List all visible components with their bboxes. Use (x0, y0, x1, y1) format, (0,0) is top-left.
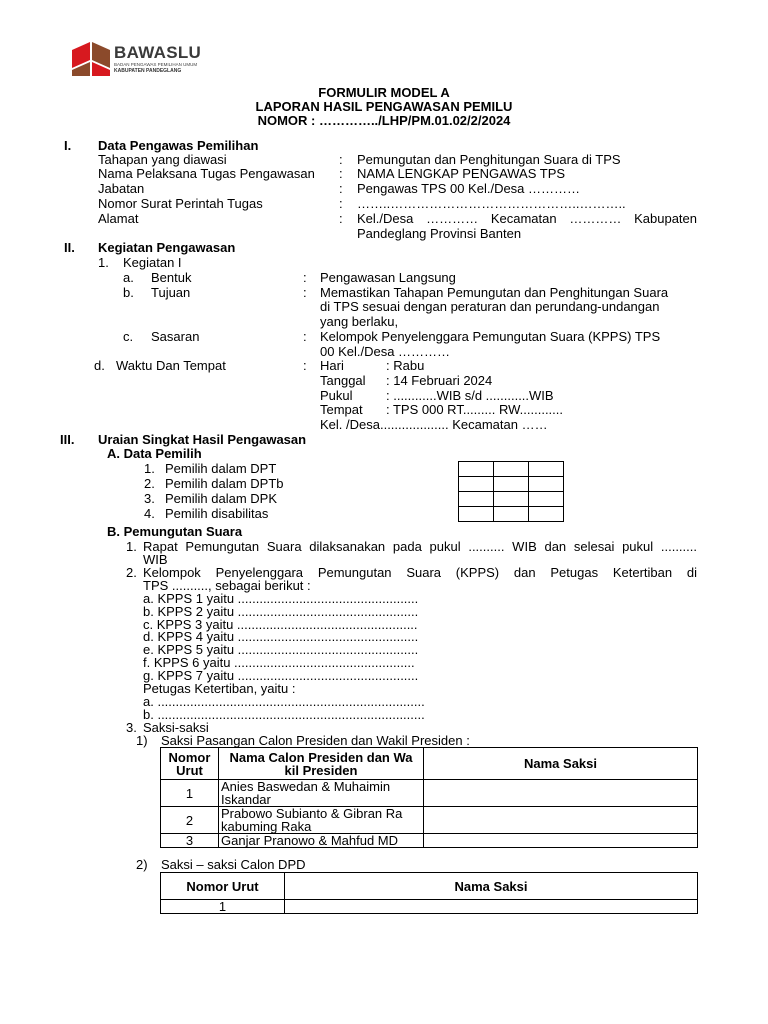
list-number: 1. (144, 461, 155, 476)
pukul-key: Pukul (320, 388, 353, 403)
grid-cell[interactable] (494, 507, 529, 522)
list-number: 2. (126, 565, 137, 580)
section-3-title: Uraian Singkat Hasil Pengawasan (98, 432, 307, 447)
field-label-nama: Nama Pelaksana Tugas Pengawasan (98, 166, 315, 181)
candidate-cell (219, 807, 424, 834)
data-pemilih-grid (458, 461, 564, 522)
pemungutan-suara-title: B. Pemungutan Suara (107, 524, 243, 539)
report-title: LAPORAN HASIL PENGAWASAN PEMILU (255, 99, 513, 114)
form-title: FORMULIR MODEL A (318, 85, 450, 100)
item-letter: a. (123, 270, 134, 285)
header-nama-saksi: Nama Saksi (424, 748, 698, 780)
header-nomor-urut: Nomor Urut (161, 873, 285, 900)
hari-value: : Rabu (386, 358, 425, 373)
saksi-name-cell[interactable] (424, 834, 698, 848)
tujuan-line-1: Memastikan Tahapan Pemungutan dan Penghitungan Suara (320, 285, 669, 300)
data-pemilih-title: A. Data Pemilih (107, 446, 202, 461)
table-header-row (161, 873, 698, 900)
field-colon: : (339, 196, 343, 211)
field-colon: : (303, 270, 307, 285)
saksi-name-cell[interactable] (424, 807, 698, 834)
grid-cell[interactable] (459, 507, 494, 522)
grid-cell[interactable] (459, 492, 494, 507)
field-value-jabatan: Pengawas TPS 00 Kel./Desa ………… (357, 181, 581, 196)
header-nomor-line-2: Urut (176, 762, 203, 778)
header-calon-line-1: Nama Calon Presiden dan Wa (229, 749, 413, 765)
section-1-title: Data Pengawas Pemilihan (98, 138, 259, 153)
grid-cell[interactable] (459, 462, 494, 477)
sasaran-label: Sasaran (151, 329, 200, 344)
bentuk-label: Bentuk (151, 270, 192, 285)
candidate-cell: Ganjar Pranowo & Mahfud MD (219, 834, 424, 848)
header-calon-line-2: kil Presiden (284, 762, 358, 778)
row-number: 1 (161, 900, 285, 914)
field-value-alamat-line2: Pandeglang Provinsi Banten (357, 226, 522, 241)
field-colon: : (339, 152, 343, 167)
field-label-alamat: Alamat (98, 211, 139, 226)
row-number: 1 (161, 780, 219, 807)
field-colon: : (339, 166, 343, 181)
tujuan-line-2: di TPS sesuai dengan peraturan dan perundang-undangan (320, 299, 660, 314)
list-number: 1) (136, 733, 148, 748)
pemilih-disabilitas: Pemilih disabilitas (165, 506, 269, 521)
kpps-2: b. KPPS 2 yaitu .................................................. (143, 604, 419, 619)
item-letter: d. (94, 358, 105, 373)
field-label-nomor-surat: Nomor Surat Perintah Tugas (98, 196, 263, 211)
pemilih-dpt: Pemilih dalam DPT (165, 461, 277, 476)
candidate-line-2: kabuming Raka (221, 819, 312, 834)
petugas-b: b. .......................................................................... (143, 707, 425, 722)
grid-cell[interactable] (529, 477, 564, 492)
list-number: 4. (144, 506, 155, 521)
field-label-tahapan: Tahapan yang diawasi (98, 152, 227, 167)
pemilih-dpk: Pemilih dalam DPK (165, 491, 277, 506)
field-colon: : (339, 181, 343, 196)
kpps-intro-line-2: TPS .........., sebagai berikut : (143, 578, 311, 593)
saksi-name-cell[interactable] (285, 900, 698, 914)
saksi-saksi-label: Saksi-saksi (143, 720, 209, 735)
kegiatan-number: 1. (98, 255, 109, 270)
waktu-label: Waktu Dan Tempat (116, 358, 226, 373)
candidate-cell (219, 780, 424, 807)
grid-cell[interactable] (494, 492, 529, 507)
kpps-1: a. KPPS 1 yaitu .................................................. (143, 591, 419, 606)
grid-cell[interactable] (494, 477, 529, 492)
petugas-ketertiban-label: Petugas Ketertiban, yaitu : (143, 681, 296, 696)
field-colon: : (303, 285, 307, 300)
candidate-line-1: Anies Baswedan & Muhaimin (221, 779, 391, 794)
tanggal-value: : 14 Februari 2024 (386, 373, 493, 388)
section-2-number: II. (64, 240, 75, 255)
item-letter: c. (123, 329, 134, 344)
header-nomor-urut (161, 748, 219, 780)
logo-name: BAWASLU (114, 43, 202, 62)
section-3-number: III. (60, 432, 75, 447)
hari-key: Hari (320, 358, 344, 373)
field-value-nama: NAMA LENGKAP PENGAWAS TPS (357, 166, 566, 181)
kpps-6: f. KPPS 6 yaitu .................................................. (143, 655, 415, 670)
rapat-line-1: Rapat Pemungutan Suara dilaksanakan pada pukul .......... WIB dan selesai pukul .......... (143, 539, 697, 554)
grid-cell[interactable] (529, 462, 564, 477)
saksi-name-cell[interactable] (424, 780, 698, 807)
kpps-5: e. KPPS 5 yaitu .................................................. (143, 642, 419, 657)
kpps-7: g. KPPS 7 yaitu .................................................. (143, 668, 419, 683)
header-nama-calon (219, 748, 424, 780)
pemilih-dptb: Pemilih dalam DPTb (165, 476, 284, 491)
tempat-key: Tempat (320, 402, 363, 417)
grid-cell[interactable] (459, 477, 494, 492)
list-number: 3. (144, 491, 155, 506)
field-label-jabatan: Jabatan (98, 181, 145, 196)
saksi-presiden-label: Saksi Pasangan Calon Presiden dan Wakil Presiden : (161, 733, 470, 748)
row-number: 2 (161, 807, 219, 834)
pukul-value: : ............WIB s/d ............WIB (386, 388, 554, 403)
grid-cell[interactable] (529, 492, 564, 507)
section-1-number: I. (64, 138, 72, 153)
list-number: 2) (136, 857, 148, 872)
section-2-title: Kegiatan Pengawasan (98, 240, 236, 255)
list-number: 1. (126, 539, 137, 554)
rapat-line-2: WIB (143, 552, 168, 567)
tujuan-line-3: yang berlaku, (320, 314, 399, 329)
field-value-nomor-surat: ……..……………………………………..……….. (357, 196, 626, 211)
saksi-presiden-table (160, 747, 698, 848)
field-value-tahapan: Pemungutan dan Penghitungan Suara di TPS (357, 152, 621, 167)
list-number: 2. (144, 476, 155, 491)
grid-cell[interactable] (494, 462, 529, 477)
kel-desa-line: Kel. /Desa................... Kecamatan …… (320, 417, 548, 432)
row-number: 3 (161, 834, 219, 848)
table-row (161, 780, 698, 807)
bawaslu-emblem-icon (70, 40, 112, 78)
bentuk-value: Pengawasan Langsung (320, 270, 456, 285)
report-number: NOMOR : …………../LHP/PM.01.02/2/2024 (257, 113, 511, 128)
logo-subtitle: BADAN PENGAWAS PEMILIHAN UMUM (114, 62, 198, 67)
table-row (161, 807, 698, 834)
tujuan-label: Tujuan (151, 285, 191, 300)
tempat-value: : TPS 000 RT......... RW............ (386, 402, 564, 417)
item-letter: b. (123, 285, 134, 300)
table-row (161, 834, 698, 848)
table-row (161, 900, 698, 914)
tanggal-key: Tanggal (320, 373, 366, 388)
sasaran-line-1: Kelompok Penyelenggara Pemungutan Suara (KPPS) TPS (320, 329, 661, 344)
saksi-dpd-label: Saksi – saksi Calon DPD (161, 857, 306, 872)
field-colon: : (303, 358, 307, 373)
field-colon: : (339, 211, 343, 226)
bawaslu-logo (70, 40, 260, 78)
header-nama-saksi: Nama Saksi (285, 873, 698, 900)
table-header-row (161, 748, 698, 780)
grid-cell[interactable] (529, 507, 564, 522)
candidate-line-1: Prabowo Subianto & Gibran Ra (221, 806, 403, 821)
header-nomor-line-1: Nomor (168, 749, 211, 765)
petugas-a: a. .......................................................................... (143, 694, 425, 709)
list-number: 3. (126, 720, 137, 735)
sasaran-line-2: 00 Kel./Desa ………… (320, 344, 451, 359)
kpps-4: d. KPPS 4 yaitu .................................................. (143, 629, 419, 644)
kpps-3: c. KPPS 3 yaitu .................................................. (143, 617, 418, 632)
field-value-alamat: Kel./Desa ………… Kecamatan ………… Kabupaten (357, 211, 697, 226)
saksi-dpd-table (160, 872, 698, 914)
kpps-intro-line-1: Kelompok Penyelenggara Pemungutan Suara (KPPS) dan Petugas Ketertiban di (143, 565, 697, 580)
candidate-line-2: Iskandar (221, 792, 271, 807)
logo-region: KABUPATEN PANDEGLANG (114, 68, 182, 74)
field-colon: : (303, 329, 307, 344)
kegiatan-label: Kegiatan I (123, 255, 182, 270)
